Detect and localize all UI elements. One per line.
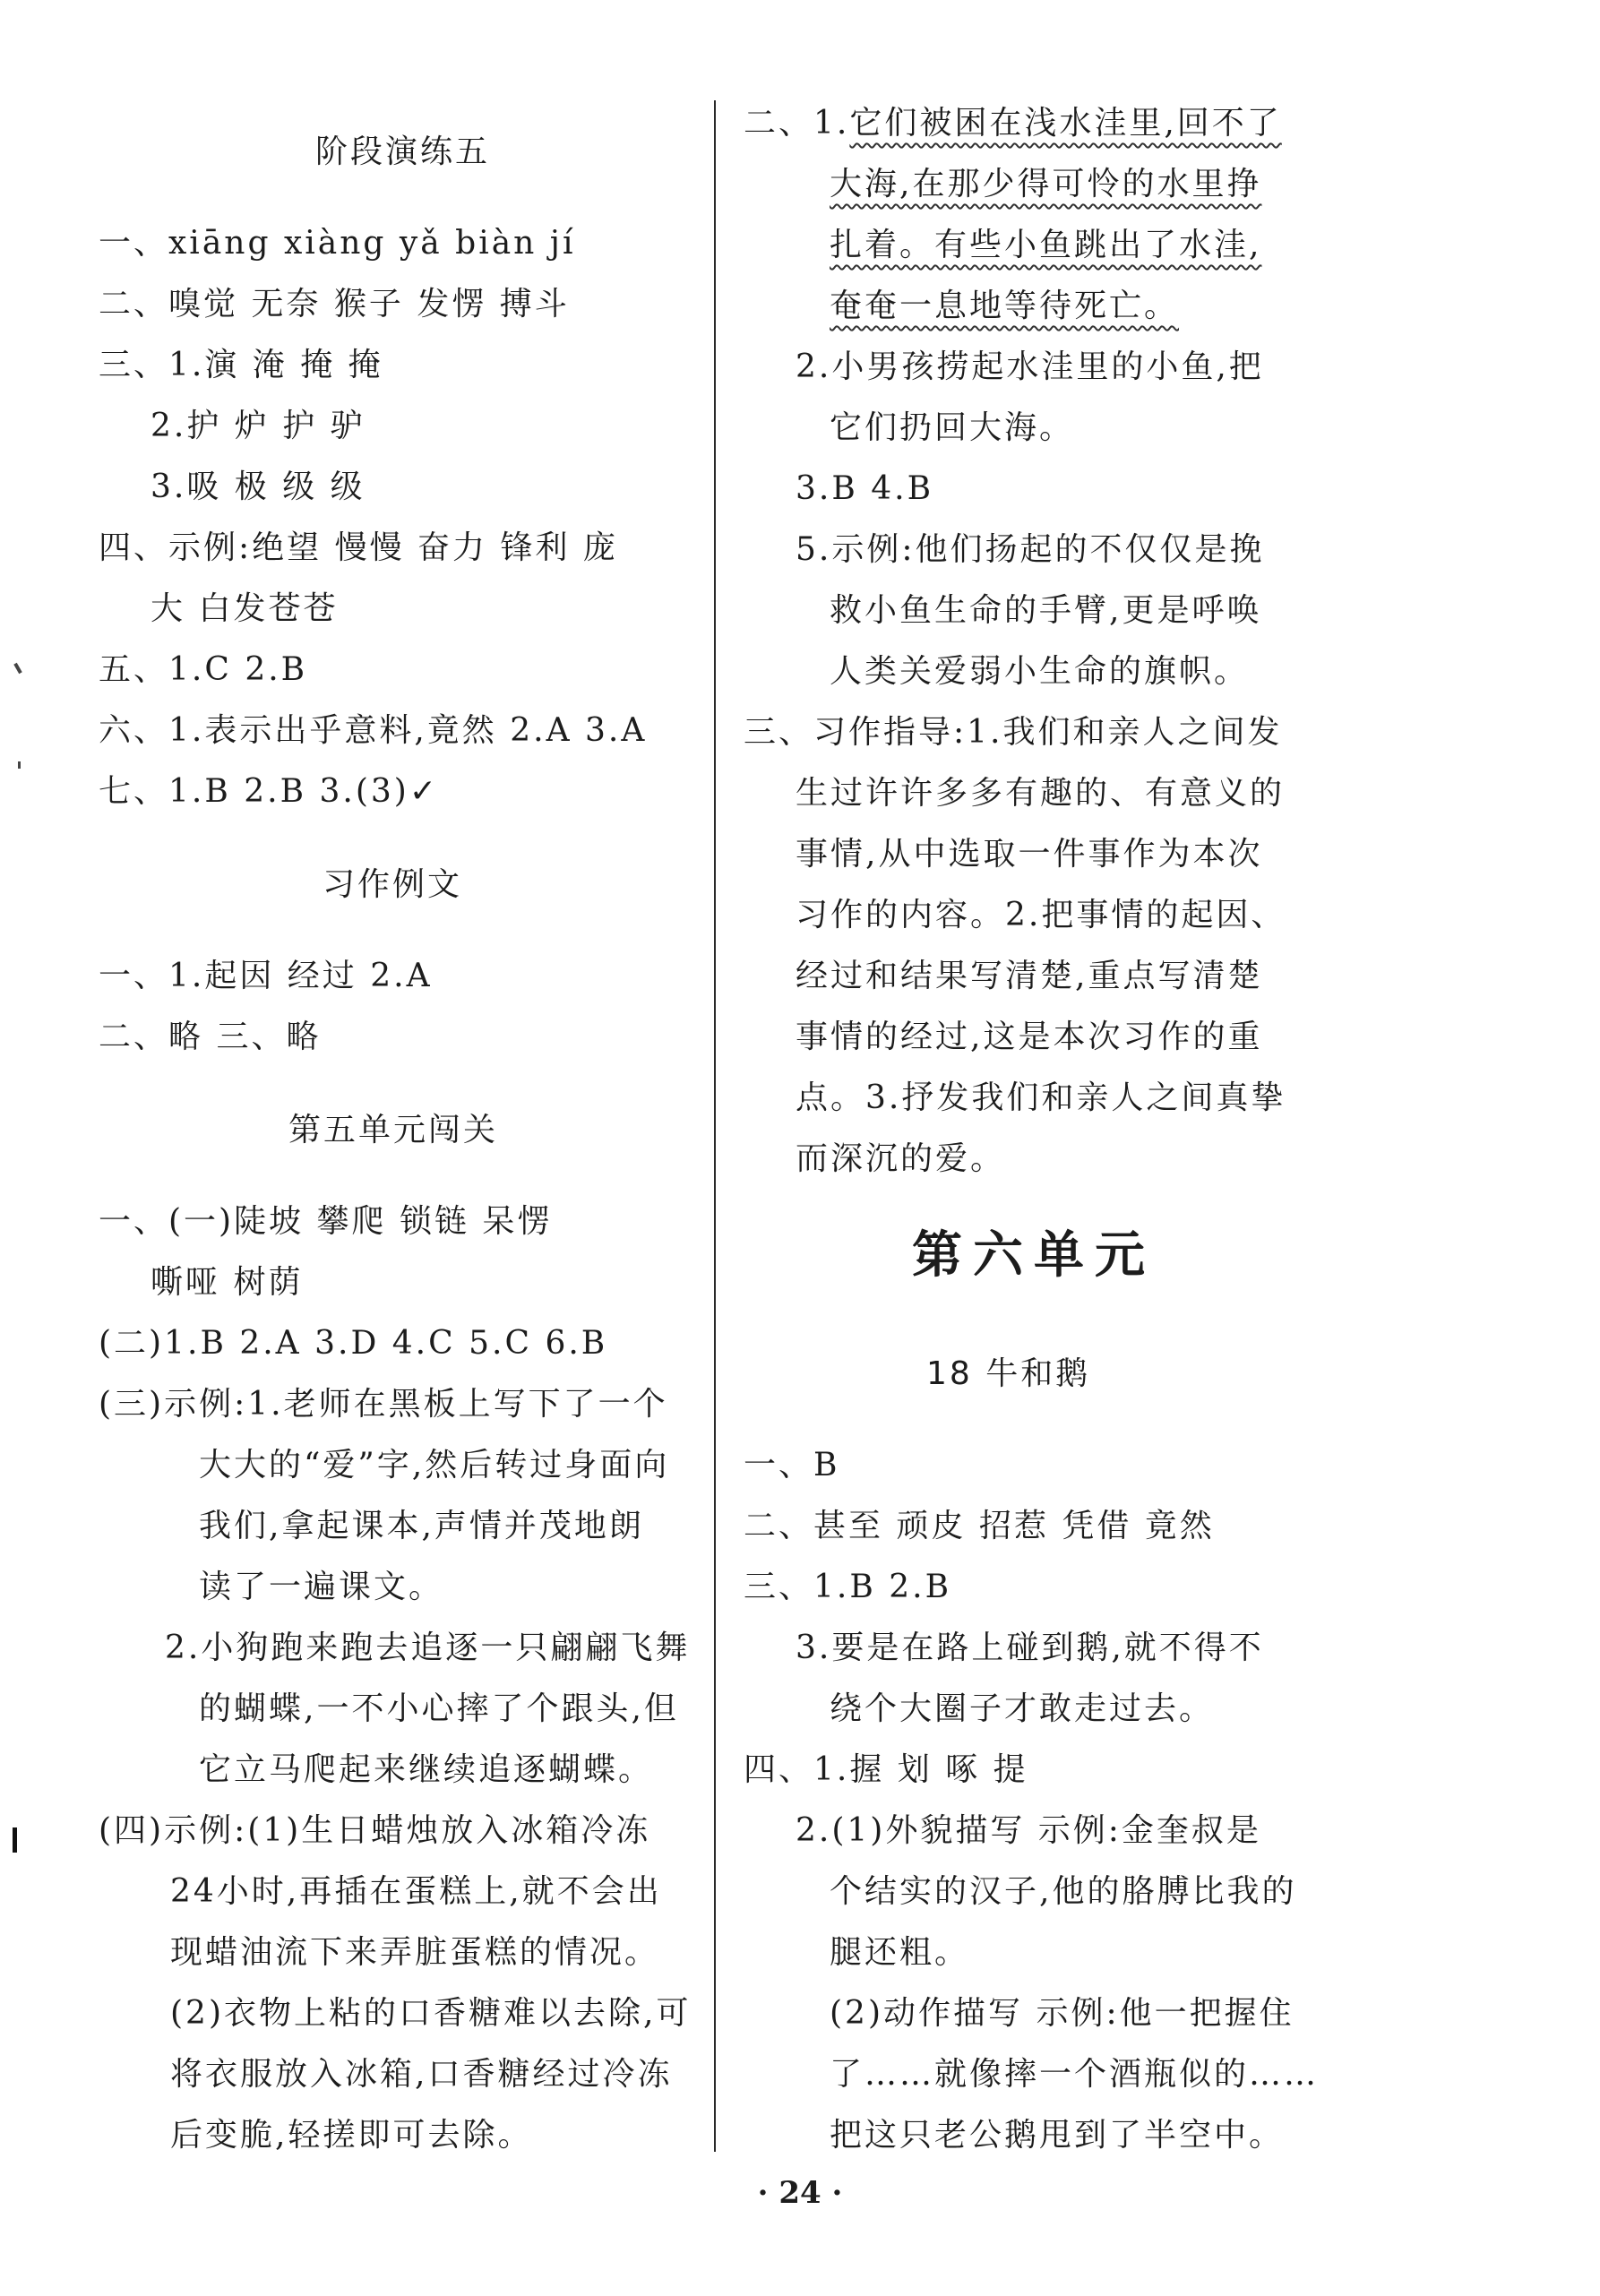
answer-line: (三)示例:1.老师在黑板上写下了一个: [99, 1386, 668, 1423]
answer-line: 3.要是在路上碰到鹅,就不得不: [796, 1630, 1264, 1666]
page-number: · 24 ·: [757, 2175, 843, 2211]
answer-line: 2.小男孩捞起水洼里的小鱼,把: [796, 348, 1264, 385]
answer-line: 大 白发苍苍: [151, 590, 339, 627]
answer-line: 后变脆,轻搓即可去除。: [170, 2117, 533, 2154]
answer-line: 个结实的汉子,他的胳膊比我的: [830, 1873, 1297, 1910]
answer-line: 2.(1)外貌描写 示例:金奎叔是: [796, 1812, 1261, 1849]
answer-line: 点。3.抒发我们和亲人之间真挚: [796, 1079, 1286, 1116]
answer-line: 事情,从中选取一件事作为本次: [796, 836, 1263, 873]
answer-line: 二、嗅觉 无奈 猴子 发愣 搏斗: [99, 286, 570, 322]
answer-line: 的蝴蝶,一不小心摔了个跟头,但: [199, 1690, 679, 1727]
scan-speck: [13, 663, 22, 674]
answer-line: (四)示例:(1)生日蜡烛放入冰箱冷冻: [99, 1812, 651, 1849]
answer-line: 嘶哑 树荫: [151, 1264, 304, 1301]
answer-line: 大大的“爱”字,然后转过身面向: [199, 1447, 670, 1483]
lesson-title: 18 牛和鹅: [926, 1355, 1091, 1392]
answer-line: 一、B: [744, 1447, 840, 1483]
answer-line: 2.小狗跑来跑去追逐一只翩翩飞舞: [165, 1630, 691, 1666]
section-title-unit-five: 第五单元闯关: [288, 1112, 499, 1148]
answer-line: 三、1.演 淹 掩 掩: [99, 347, 383, 383]
answer-line: 人类关爱弱小生命的旗帜。: [830, 653, 1250, 690]
answer-line: 一、(一)陡坡 攀爬 锁链 呆愣: [99, 1203, 553, 1240]
answer-line: [744, 102, 1282, 145]
answer-line: (2)衣物上粘的口香糖难以去除,可: [170, 1995, 692, 2032]
answer-line: 一、1.起因 经过 2.A: [99, 958, 433, 994]
answer-line: 3.吸 极 级 级: [151, 469, 366, 505]
scan-speck: [18, 761, 21, 769]
answer-line: 六、1.表示出乎意料,竟然 2.A 3.A: [99, 712, 648, 749]
answer-line: 救小鱼生命的手臂,更是呼唤: [830, 592, 1262, 629]
answer-line: [830, 163, 1261, 206]
answer-line: 我们,拿起课本,声情并茂地朗: [199, 1508, 644, 1544]
underlined-sentence: 大海,在那少得可怜的水里挣: [830, 166, 1262, 202]
answer-line: [830, 285, 1179, 328]
answer-line: 腿还粗。: [830, 1934, 970, 1971]
unit-title: 第六单元: [912, 1225, 1156, 1285]
answer-line: 二、甚至 顽皮 招惹 凭借 竟然: [744, 1508, 1215, 1544]
column-divider: [714, 100, 716, 2152]
answer-line: 七、1.B 2.B 3.(3)✓: [99, 773, 439, 810]
answer-line: 经过和结果写清楚,重点写清楚: [796, 958, 1263, 994]
answer-line: 了……就像摔一个酒瓶似的……: [830, 2056, 1320, 2093]
answer-line: 四、1.握 划 啄 提: [744, 1751, 1028, 1788]
answer-line: 现蜡油流下来弄脏蛋糕的情况。: [170, 1934, 660, 1971]
answer-line: 而深沉的爱。: [796, 1140, 1006, 1177]
section-title-example-essay: 习作例文: [323, 866, 463, 903]
answer-line: 三、习作指导:1.我们和亲人之间发: [744, 714, 1283, 751]
answer-line: (2)动作描写 示例:他一把握住: [830, 1995, 1295, 2032]
answer-line: 将衣服放入冰箱,口香糖经过冷冻: [170, 2056, 673, 2093]
answer-line: 读了一遍课文。: [199, 1569, 444, 1605]
underlined-sentence: 它们被困在浅水洼里,回不了: [849, 105, 1282, 142]
answer-line: (二)1.B 2.A 3.D 4.C 5.C 6.B: [99, 1325, 608, 1362]
answer-line: 生过许许多多有趣的、有意义的: [796, 775, 1286, 812]
answer-line: 一、xiāng xiàng yǎ biàn jí: [99, 225, 576, 262]
answer-line: 事情的经过,这是本次习作的重: [796, 1019, 1263, 1055]
answer-line: 五、1.C 2.B: [99, 651, 308, 688]
answer-line: 它们扔回大海。: [830, 409, 1075, 446]
answer-line: 四、示例:绝望 慢慢 奋力 锋利 庞: [99, 529, 618, 566]
answer-line: 5.示例:他们扬起的不仅仅是挽: [796, 531, 1265, 568]
answer-line: 24小时,再插在蛋糕上,就不会出: [170, 1873, 662, 1910]
section-title-stage-practice: 阶段演练五: [315, 133, 491, 170]
answer-line: [830, 224, 1261, 267]
answer-number: 二、1.: [744, 105, 850, 142]
underlined-sentence: 扎着。有些小鱼跳出了水洼,: [830, 227, 1262, 263]
answer-line: 三、1.B 2.B: [744, 1569, 952, 1605]
scan-speck: [13, 1827, 17, 1853]
answer-line: 绕个大圈子才敢走过去。: [830, 1690, 1215, 1727]
underlined-sentence: 奄奄一息地等待死亡。: [830, 288, 1180, 324]
answer-line: 把这只老公鹅甩到了半空中。: [830, 2117, 1285, 2154]
answer-line: 它立马爬起来继续追逐蝴蝶。: [199, 1751, 654, 1788]
answer-line: 3.B 4.B: [796, 470, 934, 507]
answer-line: 2.护 炉 护 驴: [151, 408, 366, 444]
answer-line: 二、略 三、略: [99, 1019, 322, 1055]
answer-line: 习作的内容。2.把事情的起因、: [796, 897, 1286, 933]
